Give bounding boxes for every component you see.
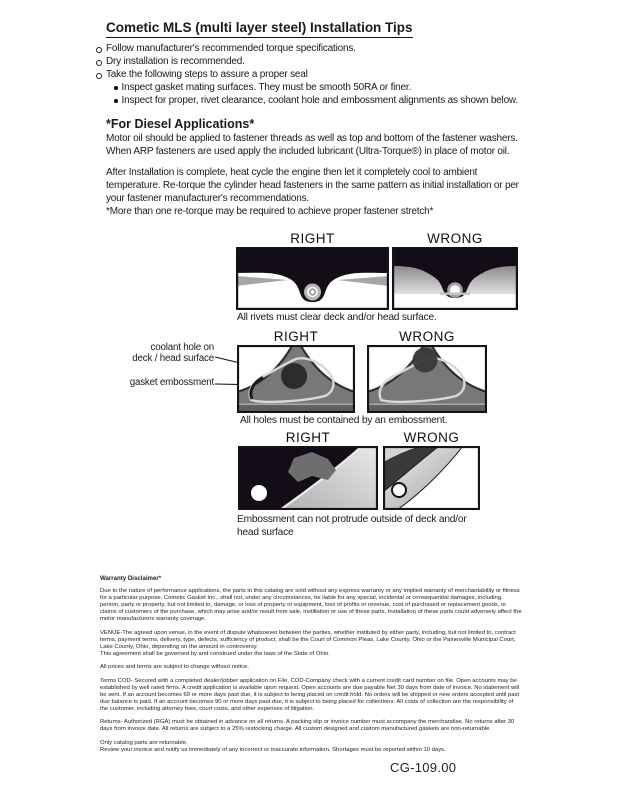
warranty-returnable-line: Only catalog parts are returnable.	[100, 739, 188, 746]
sub-tip-text: Inspect gasket mating surfaces. They must be smooth 50RA or finer.	[121, 82, 412, 93]
warranty-heading: Warranty Disclaimer*	[100, 575, 162, 582]
embossment-right-diagram	[238, 446, 378, 510]
embossment-wrong-diagram	[383, 446, 480, 510]
warranty-venue-law: This agreement shall be governed by and construed under the laws of the State of Ohio.	[100, 650, 330, 657]
right-label: RIGHT	[273, 329, 319, 344]
rivet-clearance-wrong-diagram	[392, 247, 518, 310]
warranty-prices-line: All prices and terms are subject to change without notice.	[100, 664, 249, 670]
coolant-hole-label-line2: deck / head surface	[132, 353, 214, 364]
motor-oil-paragraph: Motor oil should be applied to fastener threads as well as top and bottom of the fastener washers. When ARP fasteners are used apply the included lubricant (Ultra-Torque®) in place of motor oil.	[106, 133, 518, 157]
wrong-label: WRONG	[399, 329, 455, 344]
diesel-applications-heading: *For Diesel Applications*	[106, 117, 255, 131]
tip-row	[96, 42, 528, 55]
page-title: Cometic MLS (multi layer steel) Installation Tips	[106, 20, 413, 38]
sub-tip-row	[96, 94, 528, 107]
dot-bullet-icon	[114, 99, 118, 103]
coolant-hole-label-line1: coolant hole on	[150, 342, 214, 353]
warranty-review-line: Review your invoice and notify us immediately of any incorrect or inaccurate information. Shortages must be reported within 10 days.	[100, 746, 446, 753]
sub-tip-row	[96, 81, 528, 94]
wrong-label: WRONG	[403, 430, 460, 445]
tip-text: Take the following steps to assure a proper seal	[106, 69, 308, 80]
right-label: RIGHT	[290, 231, 335, 246]
gasket-embossment-label: gasket embossment	[129, 377, 214, 388]
dot-bullet-icon	[114, 86, 118, 90]
retorque-paragraph: After Installation is complete, heat cycle the engine then let it completely cool to ambient temperature. Re-torque the cylinder head fasteners in the same pattern as initial installation or per your fastener manufacturer's recommendations.	[106, 167, 519, 204]
warranty-disclaimer-section	[100, 575, 522, 760]
embossment-caption: Embossment can not protrude outside of deck and/or head surface	[237, 514, 467, 538]
open-circle-bullet-icon	[96, 73, 102, 79]
warranty-terms-paragraph: Terms COD- Secured with a completed dealer/jobber application on File, COD-Company check with a current credit card number on file. Open accounts may be established by well rated firms. A credit application is available upon request. Open accounts are due payable Net 30 days from date of invoice. No statement will be sent. If an account becomes 60 or more days past due, it is subject to being placed on credit hold. No orders will be shipped or new orders accepted until past due balance is paid. If an account becomes 90 or more days past due, it is subject to being placed for collections. All costs of collection are the responsibility of the customer, including attorney fees, court costs, and other expenses of litigation.	[100, 677, 520, 712]
open-circle-bullet-icon	[96, 47, 102, 53]
tip-text: Dry installation is recommended.	[106, 56, 245, 67]
tip-row	[96, 68, 528, 81]
tip-row	[96, 55, 528, 68]
right-label: RIGHT	[285, 430, 331, 445]
holes-caption: All holes must be contained by an embossment.	[240, 415, 448, 426]
warranty-returns-paragraph: Returns- Authorized (RGA) must be obtained in advance on all returns. A packing slip or invoice number must accompany the merchandise. No returns after 30 days from invoice date. All returns are subject to a 25% restocking charge. All custom designed and custom manufactured gaskets are non-returnable.	[100, 719, 515, 732]
wrong-label: WRONG	[427, 231, 483, 246]
coolant-hole-label	[94, 342, 214, 364]
coolant-hole-wrong-diagram	[367, 345, 487, 413]
tips-list	[96, 42, 528, 107]
sub-tip-text: Inspect for proper, rivet clearance, coolant hole and embossment alignments as shown below.	[121, 95, 518, 106]
coolant-hole-right-diagram	[237, 345, 355, 413]
warranty-venue-paragraph: VENUE-The agreed upon venue, in the event of dispute whatsoever between the parties, whether instituted by either party, including, but not limited to, contract terms, payment terms, delivery, type, defects, sufficiency of product, shall be the Court of Common Pleas, Lake County, Ohio or the Painesville Municipal Court, Lake County, Ohio, depending on the amount in controversy.	[100, 629, 516, 650]
tip-text: Follow manufacturer's recommended torque specifications.	[106, 43, 356, 54]
rivet-clearance-right-diagram	[236, 247, 389, 310]
open-circle-bullet-icon	[96, 60, 102, 66]
document-code: CG-109.00	[390, 760, 457, 775]
warranty-liability-paragraph: Due to the nature of performance applications, the parts in this catalog are sold without any express warranty or any implied warranty of merchantability or fitness for a particular purpose. Cometic Gasket Inc., shall not, under any circumstances, be liable for any special, incidental or consequential damages, including, person, party or property, but not limited to, damage, or loss of property or equipment, loss of profits or revenue, cost of purchased or replacement goods, or claims of customers of the purchase, which may arise and/or result from sale, instillation or use of these parts. Installation of these parts could adversely affect the motor manufacturers warranty coverage.	[100, 588, 522, 622]
retorque-note: *More than one re-torque may be required to achieve proper fastener stretch*	[106, 206, 434, 217]
rivet-caption: All rivets must clear deck and/or head surface.	[237, 312, 437, 323]
